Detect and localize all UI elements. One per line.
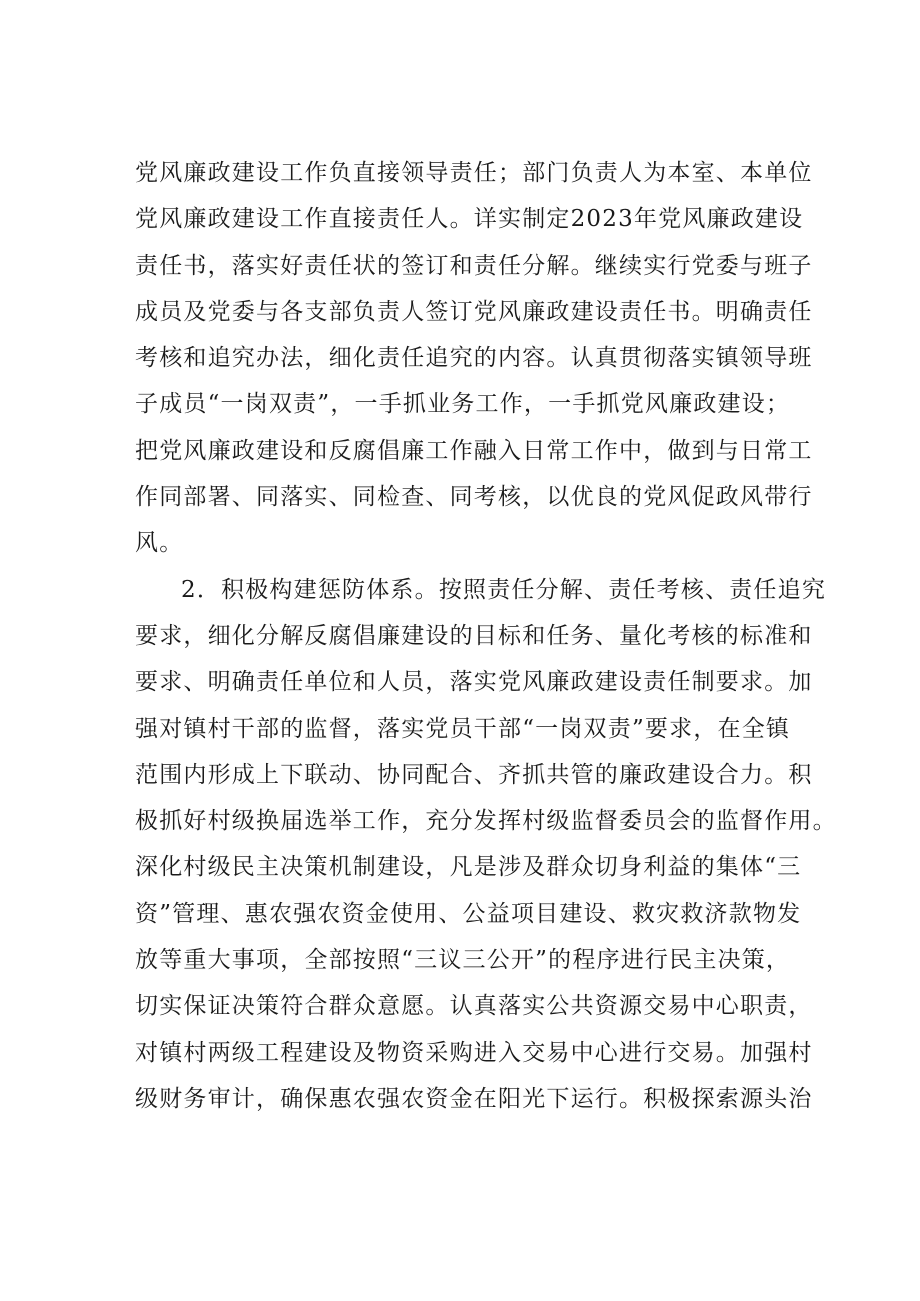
- text-line: 风。: [135, 530, 184, 557]
- text-line: 成员及党委与各支部负责人签订党风廉政建设责任书。明确责任: [135, 298, 813, 325]
- text-line: 子成员“一岗双责”，一手抓业务工作，一手抓党风廉政建设；: [135, 391, 791, 418]
- text-line: 把党风廉政建设和反腐倡廉工作融入日常工作中，做到与日常工: [135, 437, 813, 464]
- text-line: 级财务审计，确保惠农强农资金在阳光下运行。积极探索源头治: [135, 1085, 813, 1112]
- text-line: 放等重大事项，全部按照“三议三公开”的程序进行民主决策，: [135, 947, 791, 974]
- text-line: 切实保证决策符合群众意愿。认真落实公共资源交易中心职责，: [135, 993, 813, 1020]
- paragraph-heading-line: 2．积极构建惩防体系。按照责任分解、责任考核、责任追究: [181, 576, 827, 603]
- text-line: 强对镇村干部的监督，落实党员干部“一岗双责”要求，在全镇: [135, 715, 791, 742]
- text-line: 极抓好村级换届选举工作，充分发挥村级监督委员会的监督作用。: [135, 808, 837, 835]
- text-line: 考核和追究办法，细化责任追究的内容。认真贯彻落实镇领导班: [135, 345, 813, 372]
- text-line: 党风廉政建设工作直接责任人。详实制定2023年党风廉政建设: [135, 206, 804, 233]
- text-line: 党风廉政建设工作负直接领导责任；部门负责人为本室、本单位: [135, 160, 813, 186]
- text-line: 对镇村两级工程建设及物资采购进入交易中心进行交易。加强村: [135, 1039, 813, 1066]
- document-body: [135, 150, 837, 1122]
- text-line: 责任书，落实好责任状的签订和责任分解。继续实行党委与班子: [135, 252, 813, 279]
- text-line: 要求，细化分解反腐倡廉建设的目标和任务、量化考核的标准和: [135, 622, 813, 649]
- text-line: 范围内形成上下联动、协同配合、齐抓共管的廉政建设合力。积: [135, 761, 813, 788]
- text-line: 深化村级民主决策机制建设，凡是涉及群众切身利益的集体“三: [135, 854, 802, 881]
- text-line: 要求、明确责任单位和人员，落实党风廉政建设责任制要求。加: [135, 669, 813, 696]
- text-line: 资”管理、惠农强农资金使用、公益项目建设、救灾救济款物发: [135, 900, 802, 927]
- text-line: 作同部署、同落实、同检查、同考核，以优良的党风促政风带行: [135, 484, 813, 511]
